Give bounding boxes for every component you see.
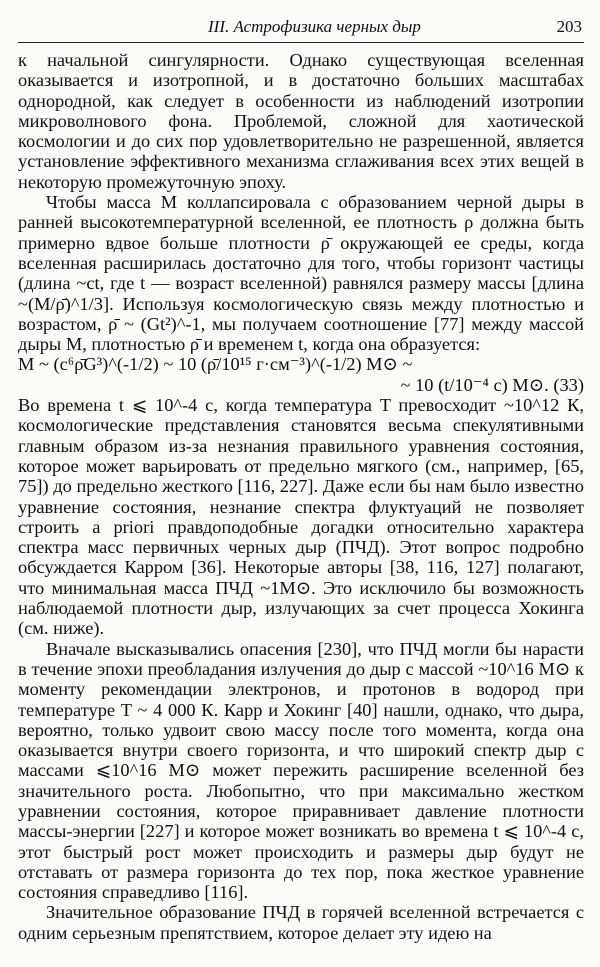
page-number: 203: [556, 17, 582, 36]
paragraph-5: Значительное образование ПЧД в горячей вселенной встречается с одним серьезным препятствием, которое делает эту идею на: [18, 902, 584, 943]
equation-line-1: M ~ (c⁶ρ̄G³)^(-1/2) ~ 10 (ρ̄/10¹⁵ г·см⁻³)^(-1/2) M⊙ ~: [18, 354, 413, 375]
equation-line-2: ~ 10 (t/10⁻⁴ с) M⊙. (33): [400, 374, 584, 395]
paragraph-2: Чтобы масса M коллапсировала с образованием черной дыры в ранней высокотемпературной вселенной, ее плотность ρ должна быть примерно вдвое больше плотности ρ̄ окружающей ее среды, когда вселенная расширилась достаточно для того, чтобы горизонт частицы (длина ~ct, где t — возраст вселенной) равнялся размеру массы [длина ~(M/ρ̄)^1/3]. Используя космологическую связь между плотностью и возрастом, ρ̄ ~ (Gt²)^-1, мы получаем соотношение [77] между массой дыры M, плотностью ρ̄ и временем t, когда она образуется:: [18, 192, 584, 355]
paragraph-4: Вначале высказывались опасения [230], что ПЧД могли бы нарасти в течение эпохи преобладания излучения до дыр с массой ~10^16 M⊙ к моменту рекомендации электронов, и протонов в водород при температуре T ~ 4 000 К. Карр и Хокинг [40] нашли, однако, что дыра, вероятно, только удвоит свою массу после того момента, когда она оказывается внутри своего горизонта, и что широкий спектр дыр с массами ⩽10^16 M⊙ может пережить расширение вселенной без значительного роста. Любопытно, что при максимально жестком уравнении состояния, которое приравнивает давление плотности массы-энергии [227] и которое может возникать во времена t ⩽ 10^-4 с, этот быстрый рост может происходить и размеры дыр будут не отставать от размера горизонта до тех пор, пока жесткое уравнение состояния справедливо [116].: [18, 638, 584, 903]
equation-33: [18, 354, 584, 395]
running-title: III. Астрофизика черных дыр: [208, 17, 421, 36]
paragraph-3: Во времена t ⩽ 10^-4 с, когда температура T превосходит ~10^12 К, космологические представления становятся весьма спекулятивными главным образом из-за незнания правильного уравнения состояния, которое может варьировать от предельно мягкого (см., например, [65, 75]) до предельно жесткого [116, 227]. Даже если бы нам было известно уравнение состояния, незнание спектра флуктуаций не позволяет строить a priori правдоподобные догадки относительно характера спектра масс первичных черных дыр (ПЧД). Этот вопрос подробно обсуждается Карром [36]. Некоторые авторы [38, 116, 127] полагают, что минимальная масса ПЧД ~1M⊙. Это исключило бы возможность наблюдаемой плотности дыр, излучающих за счет процесса Хокинга (см. ниже).: [18, 395, 584, 639]
running-header: [18, 6, 584, 43]
paragraph-1: к начальной сингулярности. Однако существующая вселенная оказывается и изотропной, и в достаточно больших масштабах однородной, как следует в особенности из наблюдений изотропии микроволнового фона. Проблемой, сложной для хаотической космологии и до сих пор удовлетворительно не разрешенной, является установление эффективного механизма сглаживания всех этих вещей в некоторую промежуточную эпоху.: [18, 50, 584, 192]
body-text: [18, 50, 584, 943]
